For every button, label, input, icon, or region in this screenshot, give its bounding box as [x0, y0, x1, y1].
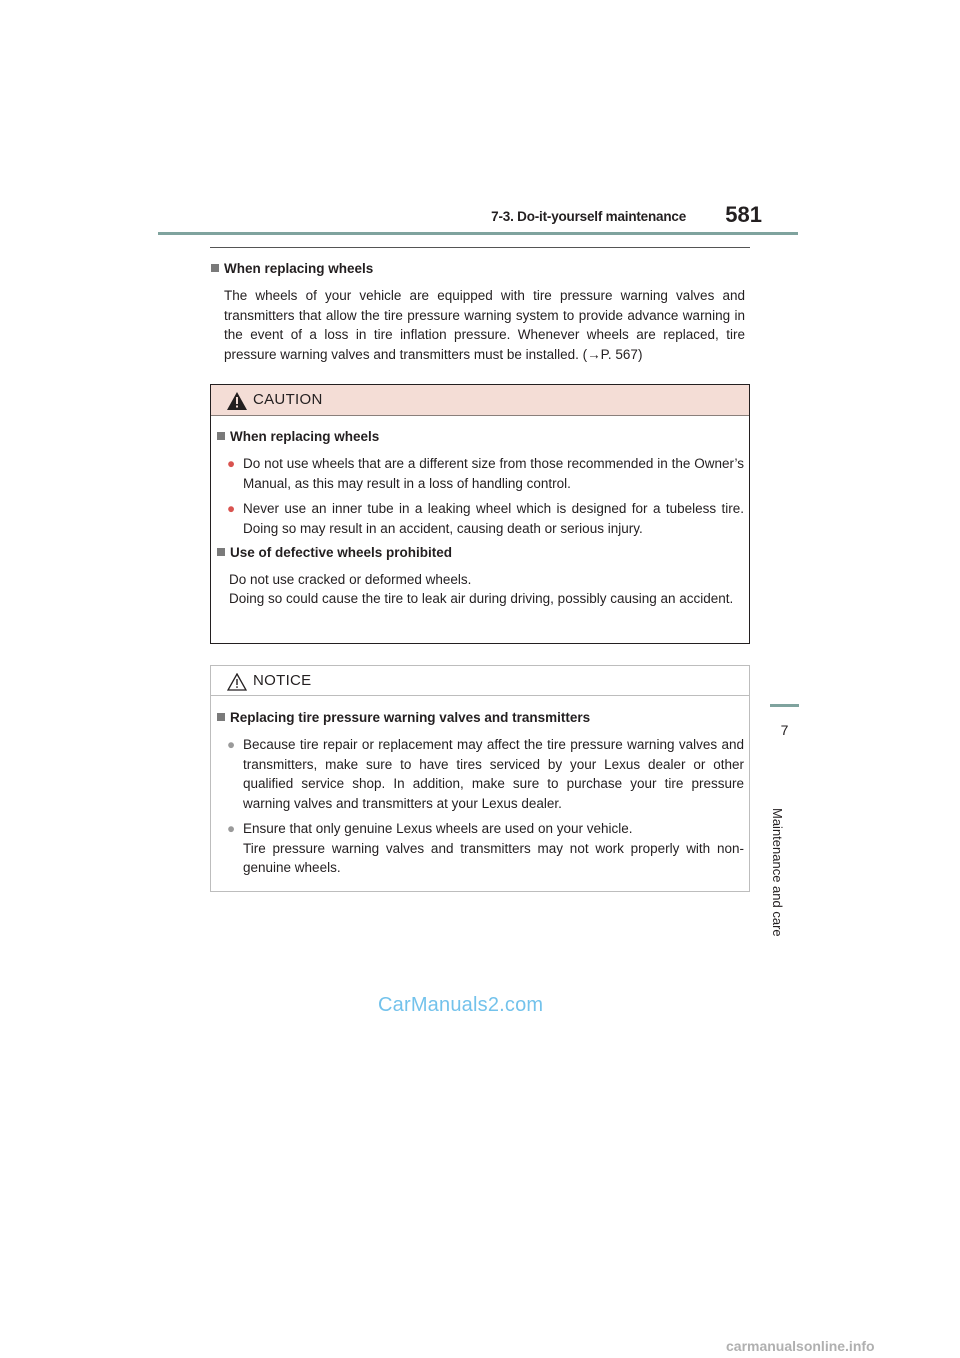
- caution-header: [211, 385, 749, 416]
- notice-subheading: Replacing tire pressure warning valves and transmitters: [217, 710, 590, 725]
- caution-subheading-2: Use of defective wheels prohibited: [217, 545, 452, 560]
- caution-label: CAUTION: [253, 391, 323, 408]
- bullet-dot-icon: ●: [227, 737, 236, 752]
- notice-header: [211, 666, 749, 696]
- intro-paragraph: The wheels of your vehicle are equipped with tire pressure warning valves and transmitters that allow the tire pressure warning system to provide advance warning in the event of a loss in tire inflation pressure. Whenever wheels are replaced, tire pressure warning valves and transmitters must be installed. (→P. 567): [224, 288, 745, 362]
- chapter-number: 7: [780, 722, 789, 738]
- side-tab-rule: [770, 704, 799, 707]
- watermark-carmanuals2: CarManuals2.com: [378, 994, 544, 1016]
- bullet-dot-icon: ●: [227, 456, 236, 471]
- warning-triangle-icon: [227, 392, 247, 410]
- section-heading: [211, 261, 373, 276]
- bullet-dot-icon: ●: [227, 501, 236, 516]
- caution-text-line1: Do not use cracked or deformed wheels.: [229, 572, 472, 587]
- square-bullet-icon: [211, 264, 219, 272]
- caution-bullet-1: ● Do not use wheels that are a different size from those recommended in the Owner’s Manual, as this may result in a loss of handling control.: [227, 456, 744, 491]
- notice-box: [210, 665, 750, 892]
- notice-bullet-2-extra: Tire pressure warning valves and transmitters may not work properly with non-genuine wheels.: [243, 840, 744, 875]
- notice-bullet-2: ● Ensure that only genuine Lexus wheels are used on your vehicle. Tire pressure warning valves and transmitters may not work properly with non-genuine wheels.: [227, 819, 744, 878]
- caution-bullet-2: ● Never use an inner tube in a leaking wheel which is designed for a tubeless tire. Doing so may result in an accident, causing death or serious injury.: [227, 501, 744, 536]
- caution-text-line2: Doing so could cause the tire to leak air during driving, possibly causing an accident.: [229, 591, 734, 606]
- bullet-dot-icon: ●: [227, 821, 236, 836]
- running-header-section: 7-3. Do-it-yourself maintenance: [491, 209, 686, 224]
- header-rule: [158, 232, 798, 235]
- warning-triangle-outline-icon: [227, 673, 247, 691]
- caution-box: [210, 384, 750, 644]
- page-number: 581: [725, 202, 762, 227]
- content-top-rule: [210, 247, 750, 248]
- chapter-name: Maintenance and care: [770, 808, 785, 937]
- caution-subheading-1: When replacing wheels: [217, 429, 379, 444]
- notice-label: NOTICE: [253, 672, 312, 689]
- section-heading-text: When replacing wheels: [224, 261, 374, 276]
- watermark-carmanualsonline: carmanualsonline.info: [726, 1338, 875, 1354]
- square-bullet-icon: [217, 548, 225, 556]
- notice-bullet-1: ● Because tire repair or replacement may affect the tire pressure warning valves and transmitters, make sure to have tires serviced by your Lexus dealer or other qualified service shop. In addition, make sure to purchase your tire pressure warning valves and transmitters at your Lexus dealer.: [227, 737, 744, 811]
- square-bullet-icon: [217, 713, 225, 721]
- square-bullet-icon: [217, 432, 225, 440]
